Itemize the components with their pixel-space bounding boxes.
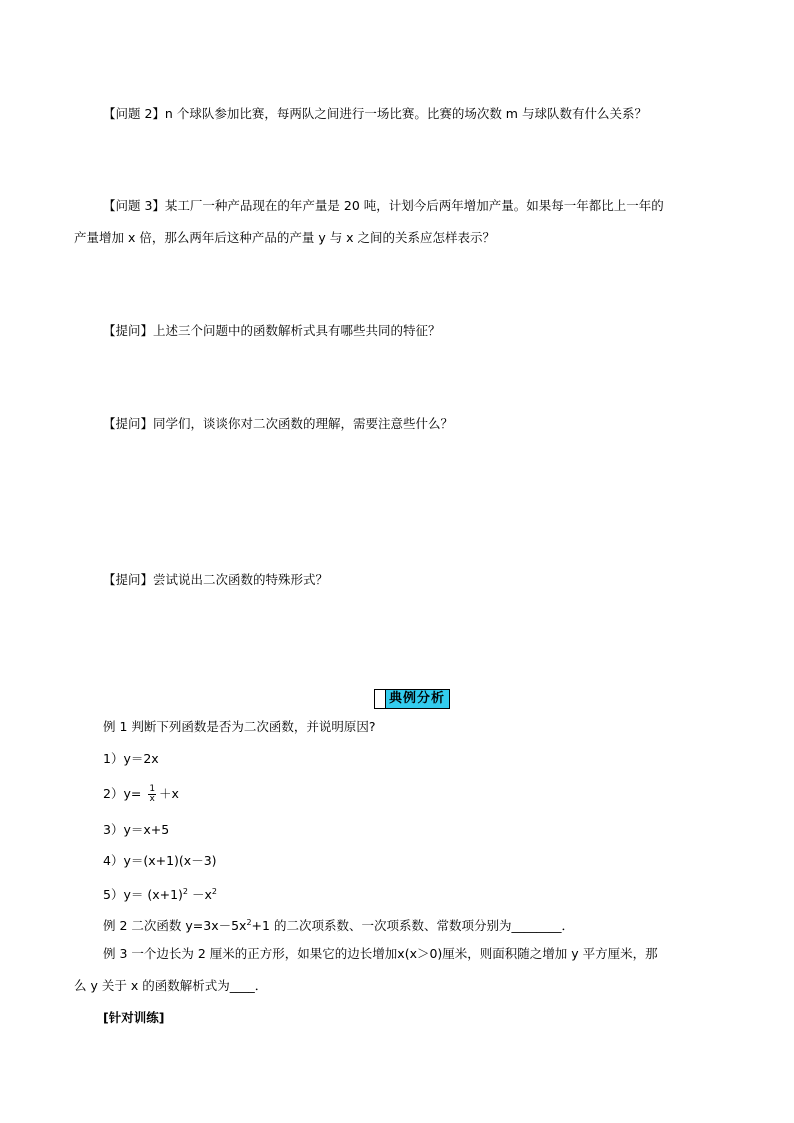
example-1-item-2 bbox=[103, 781, 179, 807]
item-5-main: 5）y＝ (x+1) bbox=[103, 887, 183, 902]
question-3-line-1: 【问题 3】某工厂一种产品现在的年产量是 20 吨，计划今后两年增加产量。如果每一年都比上一年的 bbox=[103, 198, 664, 213]
prompt-common-features: 【提问】上述三个问题中的函数解析式具有哪些共同的特征？ bbox=[103, 323, 441, 338]
example-2-exponent: 2 bbox=[246, 918, 252, 927]
example-1-item-1: 1）y＝2x bbox=[103, 751, 159, 766]
section-title: 典例分析 bbox=[389, 691, 446, 706]
fraction-numerator: 1 bbox=[149, 784, 156, 794]
item-2-suffix: ＋x bbox=[159, 786, 179, 801]
item-5-mid: －x bbox=[188, 887, 212, 902]
section-badge-examples bbox=[374, 689, 450, 709]
example-1-prompt: 例 1 判断下列函数是否为二次函数，并说明原因? bbox=[103, 719, 376, 734]
item-5-exponent-1: 2 bbox=[182, 887, 188, 896]
prompt-special-forms: 【提问】尝试说出二次函数的特殊形式？ bbox=[103, 572, 329, 587]
example-1-item-4: 4）y＝(x+1)(x－3) bbox=[103, 853, 217, 868]
prompt-understanding: 【提问】同学们，谈谈你对二次函数的理解，需要注意些什么？ bbox=[103, 416, 454, 431]
example-1-item-5 bbox=[103, 882, 217, 905]
badge-notch bbox=[375, 690, 386, 708]
example-2 bbox=[103, 913, 574, 936]
example-1-item-3: 3）y＝x+5 bbox=[103, 822, 170, 837]
item-2-prefix: 2）y= bbox=[103, 786, 146, 801]
fraction bbox=[148, 785, 156, 804]
item-5-exponent-2: 2 bbox=[211, 887, 217, 896]
fraction-denominator: x bbox=[149, 794, 155, 804]
question-2: 【问题 2】n 个球队参加比赛，每两队之间进行一场比赛。比赛的场次数 m 与球队数有什么关系？ bbox=[103, 106, 647, 121]
question-3-line-2: 产量增加 x 倍，那么两年后这种产品的产量 y 与 x 之间的关系应怎样表示？ bbox=[74, 230, 496, 245]
example-3-line-2: 么 y 关于 x 的函数解析式为____． bbox=[74, 978, 268, 993]
example-2-part-a: 例 2 二次函数 y=3x－5x bbox=[103, 918, 247, 933]
training-heading: [针对训练] bbox=[103, 1010, 165, 1025]
example-3-line-1: 例 3 一个边长为 2 厘米的正方形，如果它的边长增加x(x＞0)厘米，则面积随之增加 y 平方厘米，那 bbox=[103, 946, 658, 961]
example-2-part-b: +1 的二次项系数、一次项系数、常数项分别为________． bbox=[251, 918, 574, 933]
